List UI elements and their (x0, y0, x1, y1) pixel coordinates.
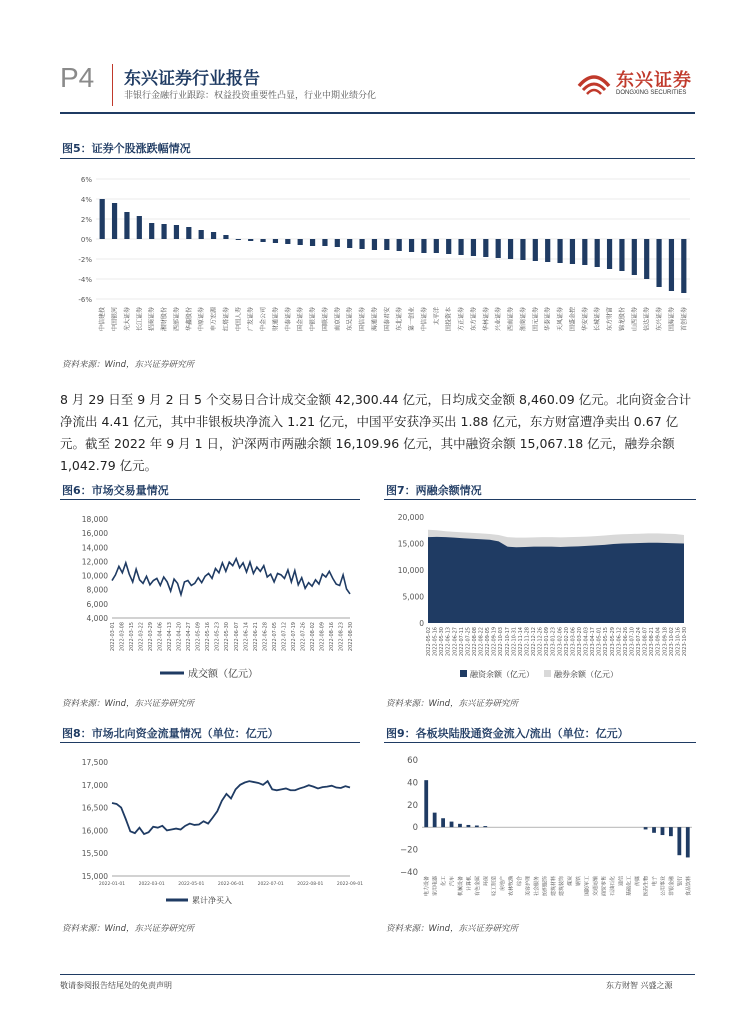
x-tick-label: 2022-09-19 (491, 627, 498, 657)
margin-balance-area (428, 537, 684, 623)
x-category-label: 信达证券 (643, 307, 651, 332)
x-category-label: 环保 (483, 876, 490, 887)
bar (397, 239, 402, 251)
x-tick-label: 2022-11-14 (517, 627, 524, 657)
bar (496, 239, 501, 258)
x-tick-label: 2023-01-09 (544, 627, 551, 657)
x-tick-label: 2022-10-31 (511, 627, 518, 657)
x-tick-label: 2022-05-30 (439, 627, 446, 657)
bar (199, 230, 204, 239)
bar (595, 239, 600, 267)
x-category-label: 南京证券 (334, 307, 342, 332)
page-number: P4 (60, 62, 95, 93)
figure6-chart (60, 505, 360, 695)
y-tick-label: 12,000 (81, 557, 108, 567)
bar (533, 239, 538, 261)
x-category-label: 国元证券 (532, 307, 540, 332)
bar (632, 239, 637, 275)
y-tick-label: 20 (407, 800, 418, 811)
x-category-label: 食品饮料 (685, 876, 692, 897)
bar (260, 239, 265, 242)
figure9-rule (384, 742, 696, 743)
x-category-label: 社会服务 (533, 876, 540, 897)
figure5-chart (60, 165, 696, 350)
bar (421, 239, 426, 253)
figure6-rule (60, 499, 360, 500)
y-tick-label: 0 (419, 619, 424, 628)
x-tick-label: 2023-05-29 (609, 627, 616, 657)
x-category-label: 财通证券 (272, 307, 280, 332)
y-tick-label: 2% (80, 216, 92, 224)
bar (124, 212, 129, 239)
x-category-label: 兴业证券 (495, 307, 503, 332)
bar (211, 232, 216, 239)
report-subtitle: 非银行金融行业跟踪：权益投资重要性凸显，行业中期业绩分化 (124, 91, 377, 101)
y-tick-label: 4% (80, 196, 92, 204)
bar (545, 239, 550, 262)
y-tick-label: 0 (412, 823, 418, 834)
legend-swatch-2 (544, 670, 551, 677)
x-category-label: 东吴证券 (346, 307, 354, 332)
x-tick-label: 2023-04-17 (590, 627, 597, 657)
x-category-label: 东兴证券 (656, 307, 664, 332)
x-category-label: 中国银河 (111, 307, 119, 332)
x-category-label: 计算机 (466, 876, 473, 892)
footer-slogan: 东方财智 兴盛之源 (606, 981, 673, 990)
legend-label-1: 融资余额（亿元） (470, 670, 534, 679)
y-tick-label: 16,000 (81, 529, 108, 539)
bar (686, 827, 690, 857)
x-category-label: 传媒 (635, 876, 642, 887)
x-category-label: 美容护理 (525, 876, 532, 897)
x-category-label: 建筑材料 (550, 876, 557, 897)
x-category-label: 广发证券 (247, 307, 255, 332)
x-category-label: 电力设备 (424, 876, 431, 897)
x-category-label: 天风证券 (557, 307, 565, 332)
figure7-source: 资料来源：Wind，东兴证券研究所 (386, 699, 519, 709)
legend-swatch-1 (460, 670, 467, 677)
x-tick-label: 2022-12-12 (531, 627, 538, 657)
x-tick-label: 2022-06-28 (262, 622, 269, 652)
x-tick-label: 2022-07-25 (465, 627, 472, 657)
y-tick-label: 15,500 (81, 849, 108, 859)
bar (656, 239, 661, 287)
bar (174, 225, 179, 239)
figure6-source: 资料来源：Wind，东兴证券研究所 (62, 699, 195, 709)
logo-text: 东兴证券 (616, 70, 692, 91)
bar (652, 827, 656, 833)
x-tick-label: 2022-05-23 (214, 622, 221, 652)
x-tick-label: 2022-05-30 (224, 622, 231, 652)
figure8-chart (60, 748, 364, 913)
x-category-label: 农林牧渔 (508, 876, 515, 897)
x-tick-label: 2022-07-26 (300, 622, 307, 652)
bar (441, 818, 445, 827)
x-category-label: 光大证券 (123, 307, 131, 332)
x-tick-label: 2022-08-22 (478, 627, 485, 657)
bar (384, 239, 389, 250)
x-category-label: 长江证券 (136, 307, 144, 332)
bar (186, 227, 191, 239)
logo-english: DONGXING SECURITIES (616, 90, 687, 96)
y-tick-label: 17,000 (81, 780, 108, 790)
x-tick-label: 2023-08-21 (649, 627, 656, 657)
header-rule (60, 112, 695, 114)
y-tick-label: -6% (78, 296, 92, 304)
x-tick-label: 2022-08-02 (309, 622, 316, 652)
bar (644, 827, 648, 829)
x-tick-label: 2023-10-16 (675, 627, 682, 657)
x-category-label: 中银证券 (309, 307, 317, 332)
x-category-label: 房地产 (500, 876, 507, 892)
x-tick-label: 2023-10-02 (668, 627, 675, 657)
x-category-label: 交通运输 (592, 876, 599, 897)
x-category-label: 山西证券 (631, 307, 639, 332)
x-tick-label: 2023-03-06 (570, 627, 577, 657)
y-tick-label: −20 (400, 845, 418, 856)
legend-label-2: 融券余额（亿元） (554, 670, 618, 679)
bar (458, 239, 463, 255)
x-tick-label: 2023-05-15 (603, 627, 610, 657)
figure5-title: 图5：证券个股涨跌幅情况 (62, 142, 191, 155)
x-category-label: 家用电器 (432, 876, 439, 897)
x-category-label: 西南证券 (507, 307, 515, 332)
figure7-chart (384, 505, 696, 690)
x-tick-label: 2022-06-21 (252, 622, 259, 652)
y-tick-label: -2% (78, 256, 92, 264)
x-category-label: 锦龙股份 (618, 307, 626, 332)
x-category-label: 银行 (677, 876, 684, 887)
x-tick-label: 2022-07-19 (290, 622, 297, 652)
y-tick-label: 10,000 (81, 571, 108, 581)
y-tick-label: 16,000 (81, 826, 108, 836)
bar (471, 239, 476, 256)
x-tick-label: 2023-07-24 (636, 627, 643, 657)
x-category-label: 中金公司 (260, 307, 268, 332)
x-category-label: 化工 (441, 876, 448, 887)
x-category-label: 红塔证券 (222, 307, 230, 332)
bar (557, 239, 562, 263)
x-category-label: 中信证券 (420, 307, 428, 332)
x-tick-label: 2022-07-05 (271, 622, 278, 652)
figure9-chart (384, 748, 696, 918)
x-tick-label: 2023-06-12 (616, 627, 623, 657)
x-tick-label: 2022-05-16 (432, 627, 439, 657)
x-tick-label: 2022-04-06 (157, 622, 164, 652)
bar (669, 239, 674, 291)
figure8-source: 资料来源：Wind，东兴证券研究所 (62, 924, 195, 934)
bar (285, 239, 290, 244)
bar (137, 216, 142, 239)
x-tick-label: 2022-04-27 (186, 622, 193, 652)
x-category-label: 西部证券 (173, 307, 181, 332)
bar (347, 239, 352, 248)
x-tick-label: 2022-08-01 (297, 882, 324, 887)
x-category-label: 国信证券 (359, 307, 367, 332)
bar (236, 239, 241, 240)
y-tick-label: 0% (80, 236, 92, 244)
northbound-line (112, 781, 350, 834)
figure5-source: 资料来源：Wind，东兴证券研究所 (62, 360, 195, 370)
x-tick-label: 2023-03-20 (576, 627, 583, 657)
bar (273, 239, 278, 243)
x-category-label: 中泰证券 (284, 307, 292, 332)
x-category-label: 国防军工 (584, 876, 591, 897)
figure8-rule (60, 742, 360, 743)
x-tick-label: 2022-03-22 (138, 622, 145, 652)
bar (661, 827, 665, 835)
x-tick-label: 2023-06-26 (622, 627, 629, 657)
x-category-label: 汽车 (449, 876, 456, 887)
bar (467, 825, 471, 827)
x-tick-label: 2022-05-16 (205, 622, 212, 652)
footer-rule (60, 974, 695, 975)
bar (322, 239, 327, 246)
x-category-label: 有色金属 (474, 876, 481, 897)
bar (409, 239, 414, 252)
bar (644, 239, 649, 279)
x-tick-label: 2023-09-18 (662, 627, 669, 657)
x-category-label: 国联证券 (321, 307, 329, 332)
y-tick-label: −40 (400, 868, 418, 878)
bar (335, 239, 340, 247)
bar (458, 824, 462, 827)
x-tick-label: 2023-08-07 (642, 627, 649, 657)
x-category-label: 长城证券 (594, 307, 602, 332)
x-tick-label: 2022-08-09 (319, 622, 326, 652)
y-tick-label: 60 (407, 756, 418, 766)
bar (450, 822, 454, 828)
x-tick-label: 2022-08-08 (471, 627, 478, 657)
x-tick-label: 2023-10-30 (682, 627, 688, 657)
x-tick-label: 2023-02-06 (557, 627, 564, 657)
bar (520, 239, 525, 260)
y-tick-label: 16,500 (81, 803, 108, 813)
x-tick-label: 2022-05-09 (195, 622, 202, 652)
x-tick-label: 2023-02-20 (563, 627, 570, 657)
x-tick-label: 2022-08-30 (348, 622, 354, 652)
x-category-label: 第一创业 (408, 307, 416, 332)
y-tick-label: 4,000 (86, 614, 108, 623)
y-tick-label: 15,000 (397, 539, 424, 549)
bar (483, 826, 487, 827)
x-tick-label: 2022-08-16 (328, 622, 335, 652)
x-category-label: 华林证券 (482, 307, 490, 332)
x-tick-label: 2023-09-04 (655, 627, 662, 657)
x-category-label: 东北证券 (396, 307, 404, 332)
figure7-rule (384, 499, 696, 500)
x-tick-label: 2022-07-11 (458, 627, 465, 657)
bar (607, 239, 612, 269)
x-category-label: 国投资本 (445, 307, 453, 332)
x-tick-label: 2022-09-01 (336, 882, 364, 887)
bar (483, 239, 488, 257)
x-category-label: 东方财富 (606, 307, 614, 332)
x-tick-label: 2022-03-15 (129, 622, 136, 652)
figure8-title: 图8：市场北向资金流量情况（单位：亿元） (62, 727, 279, 740)
y-tick-label: 14,000 (81, 543, 108, 553)
figure5-rule (60, 158, 695, 159)
x-category-label: 基础化工 (626, 876, 633, 897)
bar (359, 239, 364, 249)
figure9-source: 资料来源：Wind，东兴证券研究所 (386, 924, 519, 934)
x-category-label: 国金证券 (297, 307, 305, 332)
y-tick-label: 18,000 (81, 515, 108, 524)
bar (310, 239, 315, 246)
x-category-label: 国泰君安 (383, 307, 391, 332)
x-tick-label: 2022-07-01 (257, 882, 284, 887)
legend-label: 累计净买入 (192, 896, 232, 905)
x-tick-label: 2022-01-01 (98, 882, 126, 887)
x-tick-label: 2022-10-17 (504, 627, 511, 657)
bar (681, 239, 686, 293)
dongxing-logo-icon (575, 66, 613, 102)
bar (434, 239, 439, 253)
bar (149, 223, 154, 239)
x-category-label: 浙商证券 (519, 307, 527, 332)
x-tick-label: 2022-04-20 (176, 622, 183, 652)
bar (570, 239, 575, 264)
x-tick-label: 2022-08-23 (338, 622, 345, 652)
bar (248, 239, 253, 241)
bar (508, 239, 513, 259)
x-category-label: 轻工制造 (491, 876, 498, 897)
x-category-label: 综合 (517, 876, 524, 887)
y-tick-label: 6% (80, 176, 92, 184)
x-category-label: 建筑装饰 (559, 876, 566, 897)
x-category-label: 华鑫股份 (185, 307, 193, 332)
x-category-label: 钢铁 (576, 876, 583, 887)
x-category-label: 华泰证券 (544, 307, 552, 332)
bar (424, 780, 428, 827)
x-category-label: 中信建投 (99, 307, 107, 332)
x-category-label: 招商证券 (148, 307, 156, 332)
y-tick-label: 17,500 (81, 758, 108, 767)
x-category-label: 申万宏源 (210, 307, 218, 332)
x-tick-label: 2022-06-01 (217, 882, 245, 887)
x-category-label: 东方证券 (470, 307, 478, 332)
bar (100, 199, 105, 239)
legend-label: 成交额（亿元） (188, 669, 258, 680)
y-tick-label: 15,000 (81, 872, 108, 881)
x-category-label: 通信 (618, 876, 625, 887)
x-category-label: 首创证券 (680, 307, 688, 332)
x-tick-label: 2022-10-03 (498, 627, 505, 657)
bar (582, 239, 587, 265)
y-tick-label: 10,000 (397, 566, 424, 575)
x-category-label: 湘财股份 (161, 307, 169, 332)
x-category-label: 医药生物 (643, 876, 650, 897)
x-tick-label: 2023-07-10 (629, 627, 636, 657)
bar (112, 203, 117, 239)
x-tick-label: 2023-01-23 (550, 627, 557, 657)
y-tick-label: 8,000 (86, 585, 108, 595)
x-category-label: 机械设备 (457, 876, 464, 897)
bar (433, 813, 437, 828)
x-tick-label: 2022-03-01 (110, 622, 116, 652)
x-tick-label: 2022-06-14 (243, 622, 250, 652)
x-tick-label: 2022-09-05 (485, 627, 492, 657)
y-tick-label: 6,000 (86, 599, 108, 609)
y-tick-label: 40 (407, 778, 418, 789)
x-category-label: 方正证券 (458, 307, 466, 332)
x-category-label: 纺织服饰 (542, 876, 549, 897)
x-category-label: 石油石化 (609, 876, 616, 897)
x-tick-label: 2022-06-27 (452, 627, 459, 657)
y-tick-label: 5,000 (402, 592, 424, 602)
x-category-label: 电子 (652, 876, 659, 887)
x-tick-label: 2022-03-29 (148, 622, 155, 652)
x-category-label: 海通证券 (371, 307, 379, 332)
turnover-line (112, 559, 350, 595)
y-tick-label: 20,000 (397, 513, 424, 522)
x-tick-label: 2022-03-01 (138, 882, 165, 887)
header-divider (112, 64, 113, 106)
x-category-label: 非银金融 (668, 876, 675, 897)
bar (446, 239, 451, 254)
figure9-title: 图9：各板块陆股通资金流入/流出（单位：亿元） (386, 727, 629, 740)
x-tick-label: 2023-04-03 (583, 627, 590, 657)
figure7-title: 图7：两融余额情况 (386, 484, 482, 497)
x-category-label: 中国人寿 (235, 307, 243, 332)
bar (677, 827, 681, 855)
report-title: 东兴证券行业报告 (124, 69, 260, 89)
x-category-label: 商贸零售 (601, 876, 608, 897)
x-tick-label: 2022-05-01 (178, 882, 205, 887)
bar (298, 239, 303, 245)
market-summary-paragraph: 8 月 29 日至 9 月 2 日 5 个交易日合计成交金额 42,300.44 亿元，日均成交金额 8,460.09 亿元。北向资金合计净流出 4.41 亿元，其中非银板块净流入 1.21 亿元，中国平安获净买出 1.88 亿元，东方财富遭净卖出 0.67 亿元。截至 2022 年 9 月 1 日，沪深两市两融余额 16,109.96 亿元，其中融资余额 15,067.18 亿元，融券余额 1,042.79 亿元。 (60, 392, 692, 473)
x-category-label: 煤炭 (567, 876, 574, 887)
x-tick-label: 2022-11-28 (524, 627, 531, 657)
x-category-label: 华安证券 (581, 307, 589, 332)
bar (619, 239, 624, 271)
x-tick-label: 2022-04-13 (167, 622, 174, 652)
x-category-label: 国盛金控 (569, 307, 577, 332)
bar (475, 826, 479, 828)
footer-disclaimer: 敬请参阅报告结尾处的免责声明 (60, 981, 172, 990)
x-category-label: 公用事业 (660, 876, 667, 897)
bar (669, 827, 673, 836)
bar (372, 239, 377, 250)
x-tick-label: 2022-05-02 (426, 627, 432, 657)
x-category-label: 太平洋 (433, 307, 441, 326)
x-tick-label: 2022-06-07 (233, 622, 240, 652)
bar (223, 235, 228, 239)
x-category-label: 中原证券 (198, 307, 206, 332)
x-tick-label: 2022-03-08 (119, 622, 126, 652)
x-tick-label: 2022-12-26 (537, 627, 544, 657)
x-tick-label: 2022-06-13 (445, 627, 452, 657)
x-tick-label: 2022-07-12 (281, 622, 288, 652)
x-tick-label: 2023-05-01 (596, 627, 603, 657)
figure6-title: 图6：市场交易量情况 (62, 484, 169, 497)
y-tick-label: -4% (78, 276, 92, 284)
bar (161, 224, 166, 239)
x-category-label: 国海证券 (668, 307, 676, 332)
